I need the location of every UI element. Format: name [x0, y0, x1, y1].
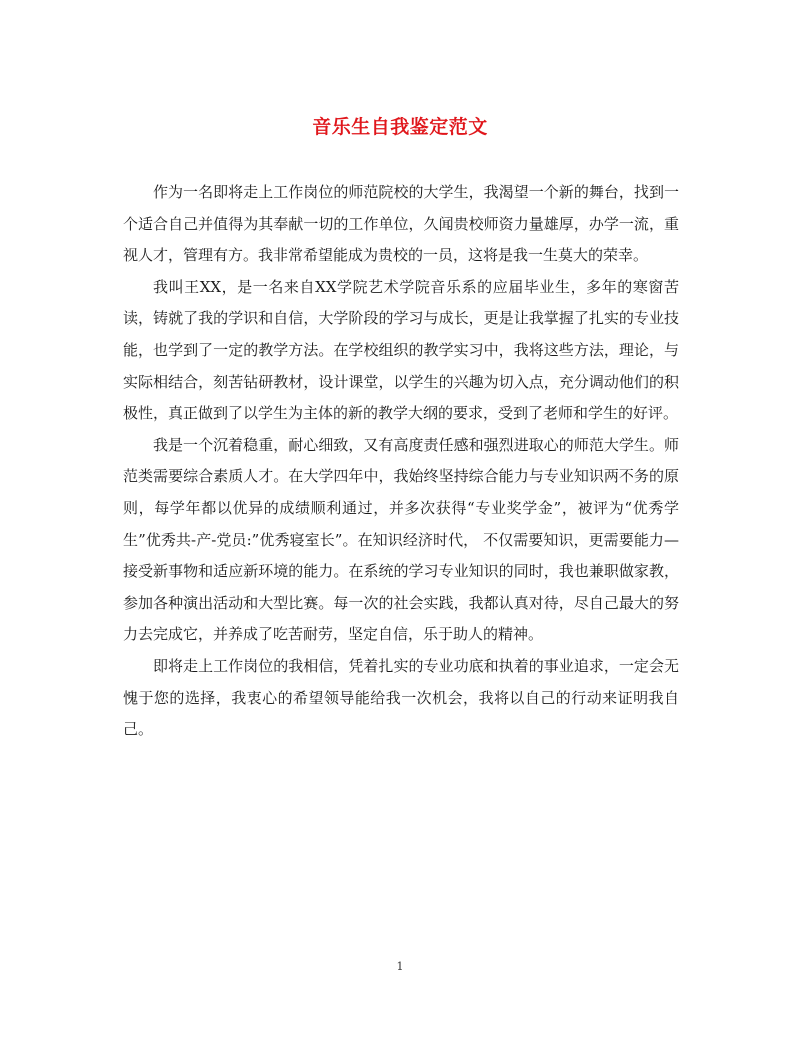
paragraph-4: 即将走上工作岗位的我相信，凭着扎实的专业功底和执着的事业追求，一定会无愧于您的选择，我衷心的希望领导能给我一次机会，我将以自己的行动来证明我自己。: [123, 656, 679, 739]
paragraph-2: 我叫王XX，是一名来自XX学院艺术学院音乐系的应届毕业生，多年的寒窗苦读，铸就了我的学识和自信，大学阶段的学习与成长，更是让我掌握了扎实的专业技能，也学到了一定的教学方法。在学校组织的教学实习中，我将这些方法，理论，与实际相结合，刻苦钻研教材，设计课堂，以学生的兴趣为切入点，充分调动他们的积极性，真正做到了以学生为主体的新的教学大纲的要求，受到了老师和学生的好评。: [123, 277, 679, 423]
page-number: 1: [396, 960, 404, 973]
document-title: 音乐生自我鉴定范文: [312, 116, 488, 138]
paragraph-1: 作为一名即将走上工作岗位的师范院校的大学生，我渴望一个新的舞台，找到一个适合自己并值得为其奉献一切的工作单位，久闻贵校师资力量雄厚，办学一流，重视人才，管理有方。我非常希望能成为贵校的一员，这将是我一生莫大的荣幸。: [123, 183, 679, 265]
paragraph-3: 我是一个沉着稳重，耐心细致，又有高度责任感和强烈进取心的师范大学生。师范类需要综合素质人才。在大学四年中，我始终坚持综合能力与专业知识两不务的原则，每学年都以优异的成绩顺利通过，并多次获得“专业奖学金”，被评为“优秀学生”优秀共-产-党员:”优秀寝室长”。在知识经济时代， 不仅需要知识，更需要能力—接受新事物和适应新环境的能力。在系统的学习专业知识的同时，我也兼职做家教，参加各种演出活动和大型比赛。每一次的社会实践，我都认真对待，尽自己最大的努力去完成它，并养成了吃苦耐劳，坚定自信，乐于助人的精神。: [123, 435, 679, 644]
document-body: [123, 177, 679, 746]
